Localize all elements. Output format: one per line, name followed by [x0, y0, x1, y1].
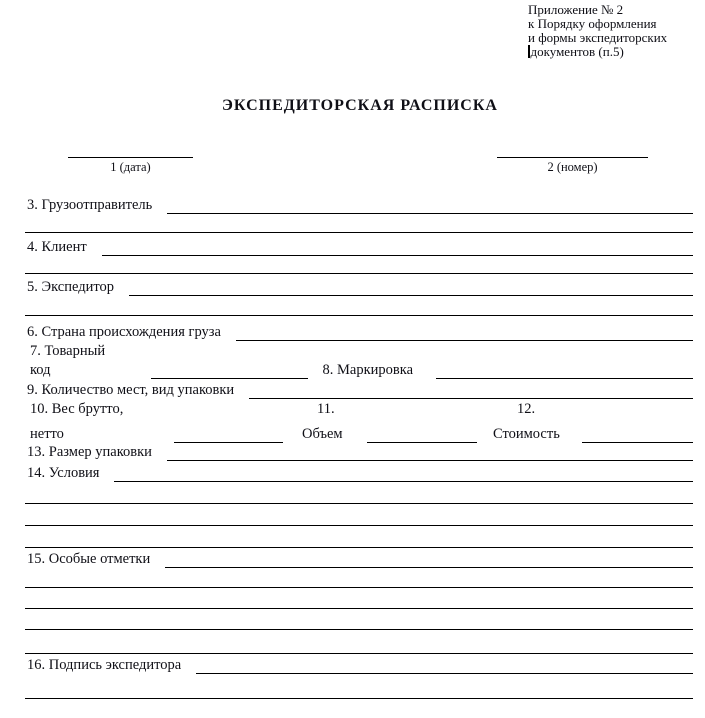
weight-column [27, 399, 302, 443]
text-cursor [528, 45, 530, 58]
field-8-label: 8. Маркировка [322, 362, 414, 378]
field-13-line[interactable] [167, 445, 693, 461]
field-14-extra-line[interactable] [25, 482, 693, 504]
field-12-label-top: 12. [517, 401, 536, 417]
field-15-extra-line[interactable] [25, 630, 693, 654]
field-9-line[interactable] [249, 383, 693, 399]
field-6-label: 6. Страна происхождения груза [27, 324, 221, 340]
volume-column [302, 399, 493, 443]
date-underline[interactable] [68, 140, 193, 158]
field-15-line[interactable] [165, 552, 693, 568]
field-row-forwarder-signature [27, 654, 693, 674]
field-12-label-bottom: Стоимость [493, 426, 560, 442]
field-12-row [493, 417, 693, 443]
field-row-forwarder [27, 274, 693, 296]
field-7-line[interactable] [151, 363, 308, 379]
field-15-extra-line[interactable] [25, 609, 693, 630]
field-row-commodity-code-marking [27, 359, 693, 379]
field-12-line[interactable] [582, 427, 693, 443]
date-caption: 1 (дата) [110, 160, 151, 174]
field-row-client [27, 234, 693, 256]
field-4-line[interactable] [102, 240, 693, 256]
number-field [497, 140, 648, 175]
field-5-label: 5. Экспедитор [27, 279, 114, 295]
field-14-label: 14. Условия [27, 465, 100, 481]
weight-volume-cost-block [27, 399, 693, 443]
field-11-row [302, 417, 493, 443]
field-4-extra-line[interactable] [25, 256, 693, 274]
field-3-extra-line[interactable] [25, 214, 693, 233]
field-5-line[interactable] [129, 280, 693, 296]
note-line: к Порядку оформления [528, 16, 657, 31]
field-row-package-size [27, 443, 693, 461]
field-row-country-of-origin [27, 319, 693, 341]
field-16-extra-line[interactable] [25, 674, 693, 699]
note-line-text: документов (п.5) [530, 44, 624, 59]
number-caption: 2 (номер) [547, 160, 598, 174]
field-10-line[interactable] [174, 427, 283, 443]
field-15-label: 15. Особые отметки [27, 551, 151, 567]
document-page [0, 3, 705, 718]
field-5-extra-line[interactable] [25, 296, 693, 316]
field-7-label-bottom: код [30, 362, 51, 378]
field-14-line[interactable] [114, 466, 693, 482]
field-4-label: 4. Клиент [27, 239, 87, 255]
form-title: ЭКСПЕДИТОРСКАЯ РАСПИСКА [222, 97, 498, 114]
field-11-label-bottom: Объем [302, 426, 343, 442]
field-10-row [27, 417, 302, 443]
note-line: Приложение № 2 [528, 2, 624, 17]
field-16-line[interactable] [196, 658, 693, 674]
field-10-label-bottom: нетто [30, 426, 64, 442]
field-3-label: 3. Грузоотправитель [27, 197, 153, 213]
field-row-special-notes [27, 548, 693, 568]
note-line: и формы экспедиторских [528, 30, 668, 45]
field-11-line[interactable] [367, 427, 477, 443]
cost-column [493, 399, 693, 443]
field-row-conditions [27, 461, 693, 482]
field-6-line[interactable] [236, 325, 693, 341]
field-7-label-top: 7. Товарный [30, 343, 106, 359]
field-row-consignor [27, 192, 693, 214]
date-field [68, 140, 193, 175]
field-16-label: 16. Подпись экспедитора [27, 657, 182, 673]
field-13-label: 13. Размер упаковки [27, 444, 152, 460]
field-8-line[interactable] [436, 363, 693, 379]
attachment-note [528, 3, 693, 59]
field-14-extra-line[interactable] [25, 504, 693, 526]
field-15-extra-line[interactable] [25, 568, 693, 588]
field-row-package-count [27, 379, 693, 399]
field-10-label-top: 10. Вес брутто, [30, 401, 124, 417]
field-14-extra-line[interactable] [25, 526, 693, 548]
note-line [528, 45, 693, 59]
number-underline[interactable] [497, 140, 648, 158]
field-11-label-top: 11. [317, 401, 335, 417]
field-15-extra-line[interactable] [25, 588, 693, 609]
field-3-line[interactable] [167, 198, 693, 214]
field-9-label: 9. Количество мест, вид упаковки [27, 382, 235, 398]
date-number-row [27, 140, 693, 175]
